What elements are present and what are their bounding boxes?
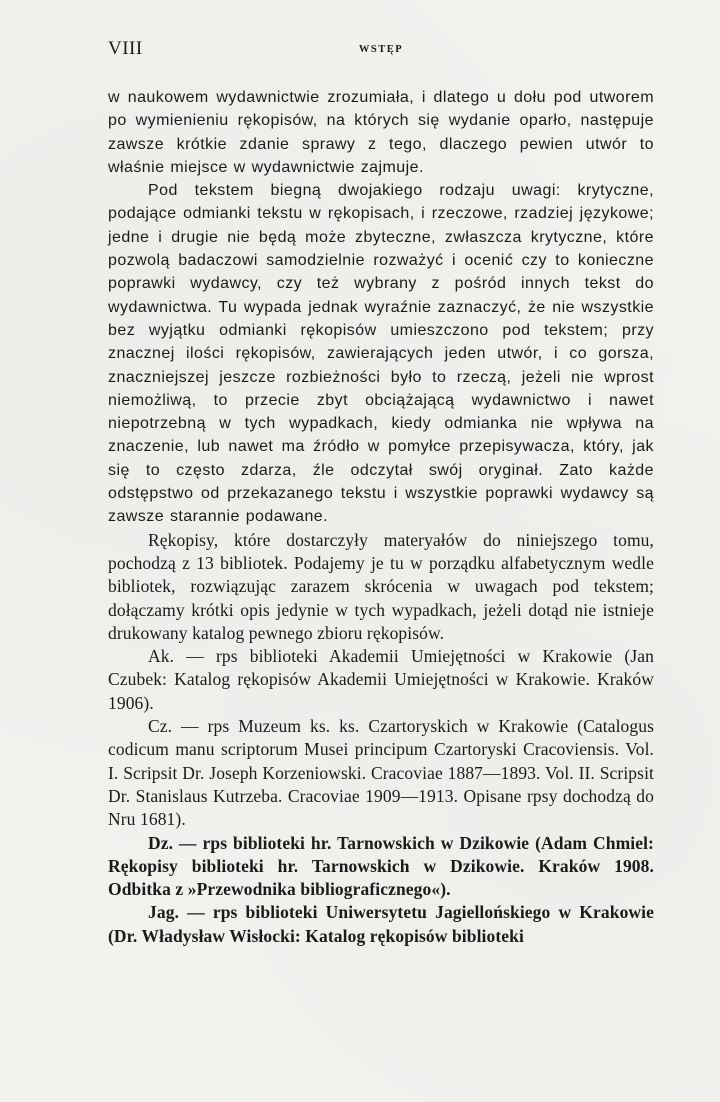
section-title: WSTĘP (358, 44, 404, 55)
paragraph-manuscripts: Rękopisy, które dostarczyły materyałów do niniejszego tomu, pochodzą z 13 bibliotek. Podajemy je tu w porządku alfabetycznym wedle bibliotek, rozwiązując zarazem skrócenia w uwagach pod tekstem; dołączamy krótki opis jedynie w tych wypadkach, jeżeli dotąd nie istnieje drukowany katalog pewnego zbioru rękopisów. (108, 529, 654, 643)
manuscript-entry-cz: Cz. — rps Muzeum ks. ks. Czartoryskich w Krakowie (Catalogus codicum manu scriptorum Musei principum Czartoryski Cracoviensis. Vol. I. Scripsit Dr. Joseph Korzeniowski. Cracoviae 1887—1893. Vol. II. Scripsit Dr. Stanislaus Kutrzeba. Cracoviae 1909—1913. Opisane rpsy dochodzą do Nru 1681). (108, 716, 654, 830)
manuscript-entry-ak: Ak. — rps biblioteki Akademii Umiejętności w Krakowie (Jan Czubek: Katalog rękopisów Akademii Umiejętności w Krakowie. Kraków 1906). (108, 646, 654, 713)
manuscript-entry-jag: Jag. — rps biblioteki Uniwersytetu Jagiellońskiego w Krakowie (Dr. Władysław Wisłocki: Katalog rękopisów biblioteki (108, 902, 654, 946)
manuscript-entry-dz: Dz. — rps biblioteki hr. Tarnowskich w Dzikowie (Adam Chmiel: Rękopisy biblioteki hr. Tarnowskich w Dzikowie. Kraków 1908. Odbitka z »Przewodnika bibliograficznego«). (108, 832, 654, 900)
running-head (108, 38, 654, 64)
body-text (108, 86, 654, 948)
paragraph-critical-notes: Pod tekstem biegną dwojakiego rodzaju uwagi: krytyczne, podające odmianki tekstu w rękopisach, i rzeczowe, rzadziej językowe; jedne i drugie nie będą może zbyteczne, zwłaszcza krytyczne, które pozwolą badaczowi samodzielnie rozważyć i ocenić czy to konieczne poprawki wydawcy, czy też wybrany z pośród innych tekst do wydawnictwa. Tu wypada jednak wyraźnie zaznaczyć, że nie wszystkie bez wyjątku odmianki rękopisów umieszczono pod tekstem; przy znacznej ilości rękopisów, zawierających jeden utwór, i co gorsza, znaczniejszej jeszcze rozbieżności było to rzeczą, jeżeli nie wprost niemożliwą, to przecie zbyt obciążającą wydawnictwo i nawet niepotrzebną w tych wypadkach, kiedy odmianka nie wpływa na znaczenie, lub nawet ma źródło w pomyłce przepisywacza, który, jak się to często zdarza, źle odczytał swój oryginał. Zato każde odstępstwo od przekazanego tekstu i wszystkie poprawki wydawcy są zawsze starannie podawane. (108, 182, 654, 526)
paragraph-intro-continuation: w naukowem wydawnictwie zrozumiała, i dlatego u dołu pod utworem po wymienieniu rękopisów, na których się wydanie oparło, następuje zawsze krótkie zdanie sprawy z tego, dlaczego pewien utwór to właśnie miejsce w wydawnictwie zajmuje. (108, 89, 654, 176)
page-number: VIII (108, 38, 143, 59)
